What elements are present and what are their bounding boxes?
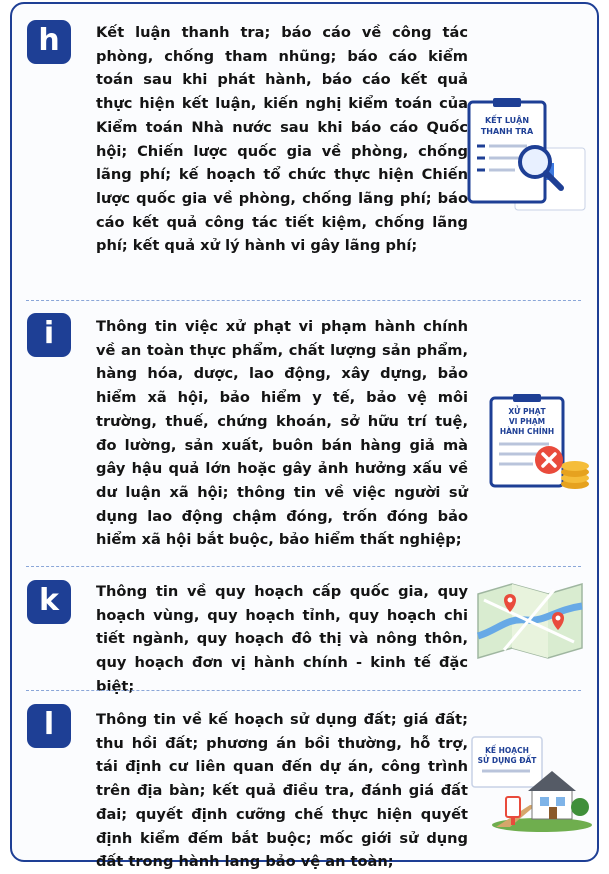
- section-letter-badge: h: [27, 20, 71, 64]
- icon-label: KẾ HOẠCH: [485, 746, 529, 755]
- icon-label: HÀNH CHÍNH: [499, 427, 555, 436]
- section-text: Thông tin việc xử phạt vi phạm hành chính về an toàn thực phẩm, chất lượng sản phẩm, hàng hóa, dược, lao động, xây dựng, bảo hiểm xã hội, bảo hiểm y tế, bảo vệ môi trường, thuế, chứng khoán, sở hữu trí tuệ, đo lường, sản xuất, buôn bán hàng giả mà gây hậu quả lớn hoặc gây ảnh hưởng xấu về dư luận xã hội; thông tin về việc người sử dụng lao động chậm đóng, trốn đóng bảo hiểm xã hội bắt buộc, bảo hiểm thất nghiệp;: [96, 318, 468, 549]
- icon-label: SỬ DỤNG ĐẤT: [477, 756, 537, 765]
- penalty-document-icon: [485, 392, 595, 497]
- icon-label: THANH TRA: [480, 127, 534, 136]
- land-use-plan-icon: [470, 735, 592, 833]
- map-icon: [474, 580, 586, 660]
- section-letter-badge: i: [27, 313, 71, 357]
- icon-label: VI PHẠM: [508, 417, 546, 426]
- icon-label: KẾT LUẬN: [484, 116, 530, 125]
- section-letter-badge: l: [27, 704, 71, 748]
- section-divider: [26, 566, 581, 567]
- inspection-report-icon: [465, 98, 590, 220]
- section-text: Thông tin về quy hoạch cấp quốc gia, quy hoạch vùng, quy hoạch tỉnh, quy hoạch chi tiết ngành, quy hoạch đô thị và nông thôn, quy hoạch đơn vị hành chính - kinh tế đặc biệt;: [96, 583, 468, 695]
- icon-label: XỬ PHẠT: [508, 407, 546, 416]
- section-divider: [26, 300, 581, 301]
- section-text: Thông tin về kế hoạch sử dụng đất; giá đất; thu hồi đất; phương án bồi thường, hỗ trợ, tái định cư liên quan đến dự án, công trình trên địa bàn; kết quả điều tra, đánh giá đất đai; quyết định cưỡng chế thực hiện quyết định kiểm đếm bắt buộc; mốc giới sử dụng đất trong hành lang bảo vệ an toàn;: [96, 711, 468, 871]
- section-letter-badge: k: [27, 580, 71, 624]
- section-text: Kết luận thanh tra; báo cáo về công tác phòng, chống tham nhũng; báo cáo kiểm toán sau khi phát hành, báo cáo kết quả thực hiện kết luận, kiến nghị kiểm toán của Kiểm toán Nhà nước sau khi báo cáo Quốc hội; Chiến lược quốc gia về phòng, chống lãng phí; kế hoạch tổ chức thực hiện Chiến lược quốc gia về phòng, chống lãng phí; báo cáo kết quả công tác tiết kiệm, chống lãng phí; kết quả xử lý hành vi gây lãng phí;: [96, 24, 468, 255]
- section-divider: [26, 690, 581, 691]
